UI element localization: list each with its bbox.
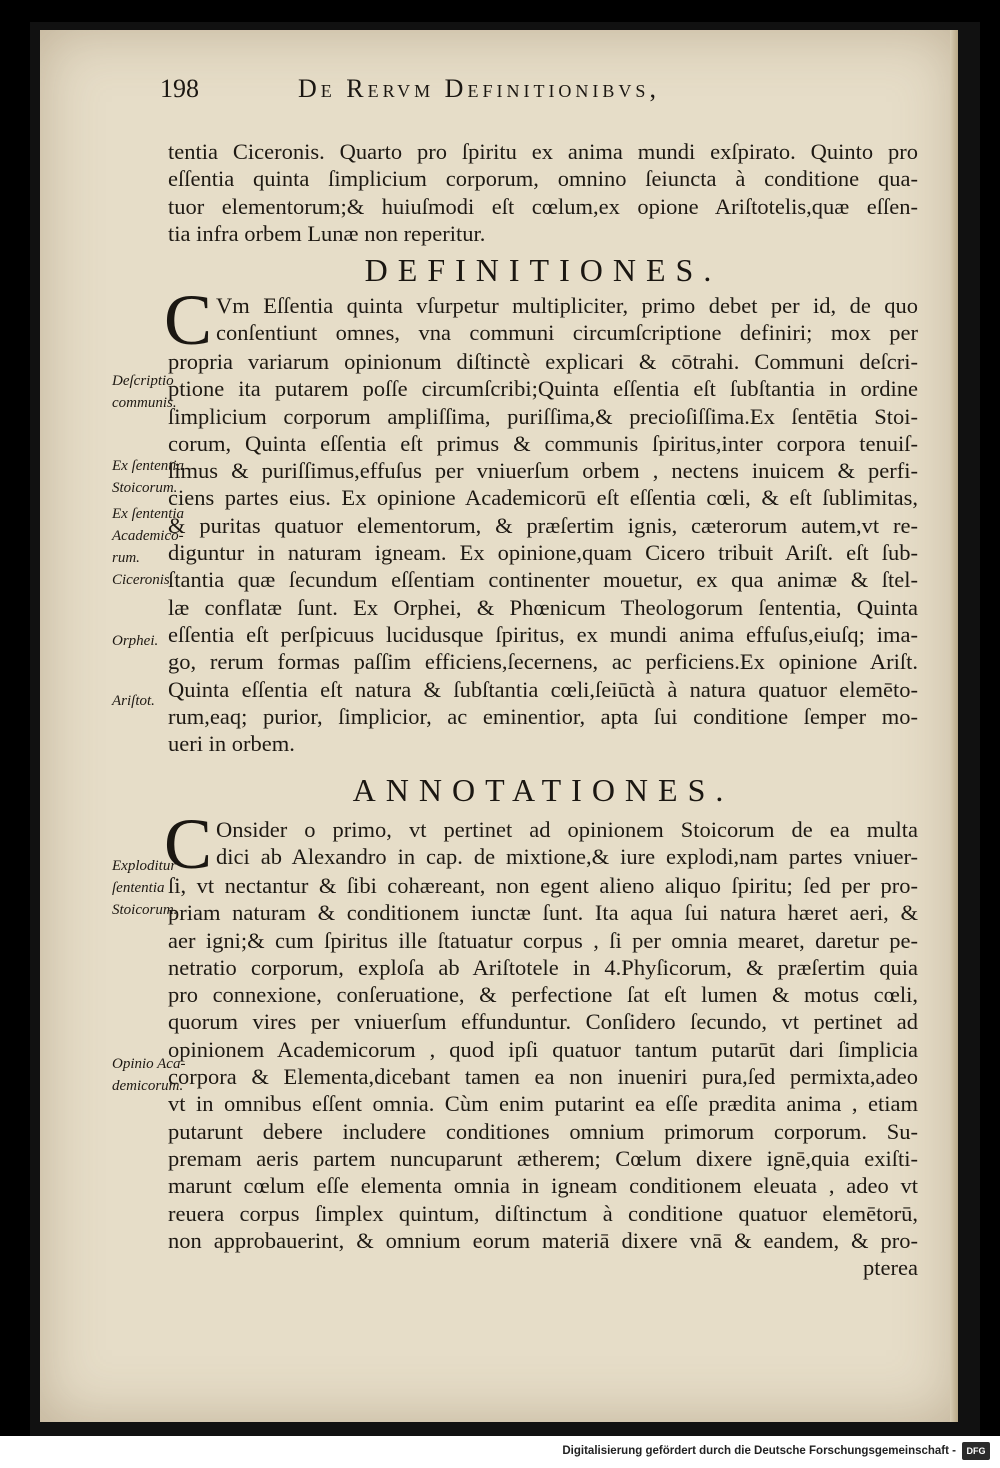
text-line: rum,eaq; purior, ſimplicior, ac eminentior, apta ſui conditione ſemper mo-	[168, 703, 918, 729]
text-line: vt in omnibus eſſent omnia. Cùm enim putarint ea eſſe prædita anima , etiam	[168, 1091, 918, 1117]
text-line: go, rerum formas paſſim efficiens,ſecernens, ac perficiens.Ex opinione Ariſt.	[168, 649, 918, 675]
text-line: ſimus & puriſſimus,effuſus per vniuerſum orbem , nectens inuicem & perfi-	[168, 458, 918, 484]
text-line: Quinta eſſentia eſt natura & ſubſtantia cœli,ſeiūctà à natura quatuor elemēto-	[168, 676, 918, 702]
definitiones-heading: DEFINITIONES.	[364, 252, 722, 288]
margin-note: rum.	[112, 550, 140, 566]
margin-note: communis.	[112, 395, 177, 411]
annotationes-paragraph	[164, 804, 918, 1281]
text-line: pro connexione, conſeruatione, & perfectione ſat eſt lumen & motus cœli,	[168, 982, 918, 1008]
margin-note: ſententia	[112, 880, 165, 896]
text-line: diguntur in naturam igneam. Ex opinione,quam Cicero tribuit Ariſt. eſt ſub-	[168, 540, 918, 566]
text-line: propria variarum opinionum diſtinctè explicari & cōtrahi. Communi deſcri-	[168, 349, 918, 374]
margin-note: demicorum.	[112, 1078, 184, 1094]
text-line: ſi, vt nectantur & ſibi cohæreant, non egent alieno aliquo ſpiritu; ſed per pro-	[168, 873, 918, 898]
text-line: corum, Quinta eſſentia eſt primus & communis ſpiritus,inter corpora tenuiſ-	[168, 430, 918, 456]
margin-note: Ex ſententia	[112, 458, 185, 474]
text-line: aer igni;& cum ſpiritus ille ſtatuatur corpus , ſi per omnia mearet, daretur pe-	[168, 927, 918, 953]
text-line: Onsider o primo, vt pertinet ad opinionem Stoicorum de ea multa	[216, 817, 918, 842]
text-line: tuor elementorum;& huiuſmodi eſt cœlum,ex opione Ariſtotelis,quæ eſſen-	[168, 193, 918, 219]
text-line: ſtantia quæ ſecundum eſſentiam continenter mouetur, ex qua animæ & ſtel-	[168, 567, 918, 593]
dfg-logo: DFG	[962, 1442, 990, 1460]
margin-note: Ciceronis.	[112, 572, 174, 588]
page-edge	[950, 30, 958, 1422]
text-line: priam naturam & conditionem iunctæ ſunt. Ita aqua ſui natura hæret aeri, &	[168, 900, 918, 926]
running-title: De Rervm Definitionibvs,	[298, 74, 660, 103]
text-line: eſſentia quinta ſimplicium corporum, omnino ſeiuncta à conditione qua-	[168, 166, 918, 192]
margin-note: Stoicorum.	[112, 480, 178, 496]
annotationes-heading: ANNOTATIONES.	[352, 772, 734, 808]
footer-bar	[0, 1436, 1000, 1468]
text-line: eſſentia eſt perſpicuus lucidusque ſpiritus, ex mundi anima effuſus,eiuſq; ima-	[168, 621, 918, 647]
text-line: reuera corpus ſimplex quintum, diſtinctum à conditione quatuor elemētorū,	[168, 1200, 918, 1226]
text-line: marunt cœlum eſſe elementa omnia in igneam conditionem eleuata , adeo vt	[168, 1173, 918, 1199]
margin-note: Exploditur	[112, 858, 177, 874]
text-line: non approbauerint, & omnium eorum materiā dixere vnā & eandem, & pro-	[168, 1227, 918, 1253]
text-line: læ conflatæ ſunt. Ex Orphei, & Phœnicum Theologorum ſententia, Quinta	[168, 594, 918, 620]
funding-credit: Digitalisierung gefördert durch die Deutsche Forschungsgemeinschaft -	[562, 1445, 956, 1457]
text-line: tia infra orbem Lunæ non reperitur.	[168, 220, 486, 246]
text-line: premam aeris partem nuncuparunt ætherem; Cœlum dixere ignē,quia exiſti-	[168, 1145, 918, 1171]
text-line: ptione ita putarem poſſe circumſcribi;Quinta eſſentia eſt ſubſtantia in ordine	[168, 376, 918, 402]
margin-note: Deſcriptio	[112, 373, 174, 389]
margin-note: Orphei.	[112, 633, 159, 649]
definitiones-paragraph	[164, 280, 918, 757]
text-line: opinionem Academicorum , quod ipſi quatuor tantum putarūt dari ſimplicia	[168, 1036, 918, 1062]
text-line: dici ab Alexandro in cap. de mixtione,& iure explodi,nam partes vniuer-	[216, 844, 918, 870]
catchword: pterea	[863, 1255, 918, 1281]
text-line: Vm Eſſentia quinta vſurpetur multipliciter, primo debet per id, de quo	[216, 293, 918, 318]
text-line: corpora & Elementa,dicebant tamen ea non inueniri pura,ſed permixta,adeo	[168, 1064, 918, 1090]
text-line: ſimplicium corporum ampliſſima, puriſſima,& precioſiſſima.Ex ſentētia Stoi-	[168, 403, 918, 429]
text-line: ueri in orbem.	[168, 731, 295, 757]
margin-note: Ex ſententia	[112, 506, 185, 522]
drop-cap: C	[164, 280, 213, 360]
page-header	[160, 74, 900, 110]
text-line: conſentiunt omnes, vna communi circumſcriptione definiri; mox per	[216, 320, 918, 346]
text-line: putarunt debere includere conditiones omnium primorum corporum. Su-	[168, 1118, 918, 1144]
text-line: ciens partes eius. Ex opinione Academicorū eſt eſſentia cœli, & eſt ſublimitas,	[168, 485, 918, 511]
intro-paragraph	[168, 138, 918, 247]
margin-note: Academico-	[112, 528, 184, 544]
text-line: & puritas quatuor elementorum, & præſertim ignis, cæterorum autem,vt re-	[168, 512, 918, 538]
margin-note: Stoicorum.	[112, 902, 178, 918]
page-number: 198	[160, 74, 199, 103]
text-line: netratio corporum, exploſa ab Ariſtotele in 4.Phyſicorum, & præſertim quia	[168, 954, 918, 980]
margin-note: Opinio Aca-	[112, 1056, 186, 1072]
text-line: tentia Ciceronis. Quarto pro ſpiritu ex anima mundi exſpirato. Quinto pro	[168, 139, 918, 164]
margin-note: Ariſtot.	[112, 693, 155, 709]
drop-cap: C	[164, 804, 213, 884]
text-line: quorum vires per vniuerſum effunduntur. Conſidero ſecundo, vt pertinet ad	[168, 1009, 918, 1035]
